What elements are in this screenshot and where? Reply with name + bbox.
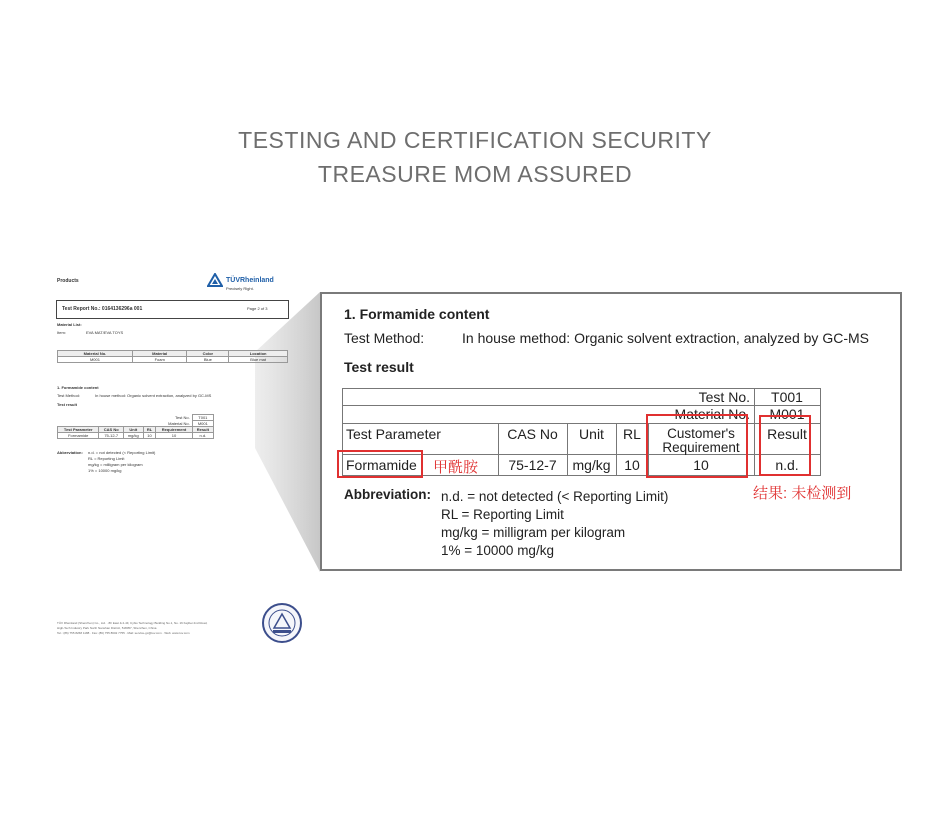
test-no-label: Test No. [698, 389, 750, 405]
zoom-detail-panel [320, 292, 902, 571]
mini-cell: CAS No [99, 427, 124, 433]
mini-material-no-value: M001 [192, 421, 213, 427]
mini-footer-line: Tel.: (86) 755 8268 1188 · Fax: (86) 755 8602 7755 · Mail: service-gc@tuv.com · Web: www.tuv.com [57, 631, 190, 635]
mini-cell: 10 [143, 433, 156, 439]
annotation-result: 结果: 未检测到 [753, 485, 852, 502]
mini-cell: mg/kg [123, 433, 143, 439]
abbreviation-line: 1% = 10000 mg/kg [441, 543, 554, 558]
mini-cell: Blue [187, 357, 229, 363]
mini-cell: M001 [58, 357, 133, 363]
col-cas-no: CAS No [507, 426, 558, 442]
abbreviation-line: n.d. = not detected (< Reporting Limit) [441, 489, 669, 504]
highlight-result [759, 415, 811, 476]
mini-cell: RL [143, 427, 156, 433]
item-label: Item: [57, 330, 66, 335]
col-rl: RL [623, 426, 641, 442]
mini-test-method-value: In house method: Organic solvent extraction, analyzed by GC-MS [95, 393, 212, 398]
mini-cell: Unit [123, 427, 143, 433]
mini-cell: Result [192, 427, 213, 433]
mini-abbr-line: RL = Reporting Limit [88, 456, 125, 461]
mini-abbr-line: n.d. = not detected (< Reporting Limit) [88, 450, 156, 455]
mini-result-table [57, 414, 214, 439]
row-rl: 10 [624, 457, 640, 473]
mini-material-no: Material No. [168, 420, 190, 426]
tuv-logo-icon [207, 273, 223, 287]
mini-cell: Foam [132, 357, 187, 363]
mini-footer-line: High-Tech Industry Park North Nanshan District, 518057, Shenzhen, China [57, 626, 157, 630]
col-requirement-line1: Customer's [667, 426, 735, 441]
mini-cell: Blue mat [229, 357, 288, 363]
mini-col-color: Color [187, 351, 229, 357]
mini-cell: 75-12-7 [99, 433, 124, 439]
mini-abbr-line: mg/kg = milligram per kilogram [88, 462, 143, 467]
section-title: 1. Formamide content [344, 306, 490, 322]
test-result-label: Test result [344, 359, 414, 375]
certification-seal-icon [262, 603, 302, 643]
mini-test-no: Test No. [175, 415, 190, 420]
mini-test-no-value: T001 [192, 415, 213, 421]
row-result: n.d. [775, 457, 799, 473]
mini-section-title: 1. Formamide content [57, 385, 99, 390]
test-no-value: T001 [771, 389, 803, 405]
heading-line-1: TESTING AND CERTIFICATION SECURITY [238, 127, 712, 153]
highlight-requirement [646, 414, 748, 478]
annotation-parameter: 甲酰胺 [433, 459, 479, 476]
mini-cell: Test Parameter [58, 427, 99, 433]
row-unit: mg/kg [572, 457, 611, 473]
heading-line-2: TREASURE MOM ASSURED [317, 161, 633, 187]
mini-cell: 10 [156, 433, 192, 439]
abbreviation-label: Abbreviation: [344, 487, 432, 502]
report-page: Page 2 of 3 [247, 306, 268, 311]
mini-test-result-label: Test result [57, 402, 77, 407]
row-parameter: Formamide [346, 457, 417, 473]
col-test-parameter: Test Parameter [346, 426, 441, 442]
item-value: EVA MAT/EVA TOYS [86, 330, 124, 335]
test-method-value: In house method: Organic solvent extraction, analyzed by GC-MS [462, 330, 869, 346]
products-label: Products [57, 278, 79, 284]
mini-col-material-no: Material No. [58, 351, 133, 357]
mini-cell: Formamide [58, 433, 99, 439]
report-number: Test Report No.: 0164136296a 001 [62, 306, 143, 312]
mini-cell: n.d. [192, 433, 213, 439]
mini-cell: Requirement [156, 427, 192, 433]
row-cas-no: 75-12-7 [508, 457, 557, 473]
material-no-value: M001 [769, 406, 805, 422]
abbreviation-line: mg/kg = milligram per kilogram [441, 525, 626, 540]
col-requirement-line2: Requirement [662, 440, 740, 455]
tuv-tagline: Precisely Right. [226, 286, 254, 291]
mini-footer-line: TÜV Rheinland (Shenzhen) Co., Ltd. · 8F East & 2-4F, Cybio Technology Building No.1, No. 16 Kejibei 2nd Road, [57, 621, 208, 625]
mini-abbreviation-label: Abbreviation: [57, 450, 83, 455]
tuv-brand-name: TÜVRheinland [226, 277, 274, 284]
mini-material-table [57, 350, 288, 363]
col-result: Result [767, 426, 807, 442]
mini-col-material: Material [132, 351, 187, 357]
material-no-label: Material No. [674, 406, 750, 422]
mini-test-method-label: Test Method: [57, 393, 80, 398]
row-requirement: 10 [693, 457, 709, 473]
mini-abbr-line: 1% = 10000 mg/kg [88, 468, 122, 473]
mini-col-location: Location [229, 351, 288, 357]
col-unit: Unit [579, 426, 604, 442]
highlight-parameter [337, 450, 423, 478]
material-list-label: Material List: [57, 322, 82, 327]
test-method-label: Test Method: [344, 330, 425, 346]
abbreviation-line: RL = Reporting Limit [441, 507, 564, 522]
